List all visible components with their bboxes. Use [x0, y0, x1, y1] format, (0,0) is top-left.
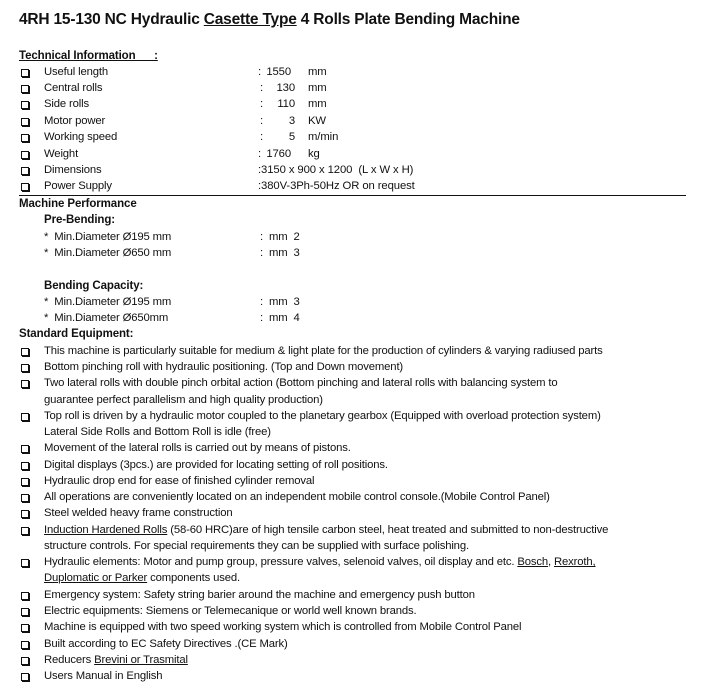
checkbox-icon: [21, 608, 29, 616]
bending-capacity-label: * Min.Diameter Ø650mm: [44, 312, 169, 324]
bending-capacity-value: : mm 3: [260, 296, 300, 308]
pre-bending-value: : mm 3: [260, 247, 300, 259]
brand-bosch: Bosch: [517, 556, 549, 568]
spec-unit: KW: [308, 115, 326, 127]
list-item: Hydraulic elements: Motor and pump group, pressure valves, selenoid valves, oil display and etc. Bosch, Rexroth,: [44, 556, 596, 568]
brand-duplomatic-parker: Duplomatic or Parker: [44, 572, 148, 584]
standard-equipment-heading: Standard Equipment:: [19, 328, 134, 340]
checkbox-icon: [21, 364, 29, 372]
spec-value: : 3: [260, 115, 296, 127]
spec-label: Working speed: [44, 131, 118, 143]
page-title: [19, 11, 520, 29]
brand-brevini-trasmital: Brevini or Trasmital: [94, 654, 188, 666]
spec-label: Central rolls: [44, 82, 103, 94]
checkbox-icon: [21, 462, 29, 470]
spec-value: : 110: [260, 98, 296, 110]
checkbox-icon: [21, 134, 29, 142]
bending-capacity-heading: Bending Capacity:: [44, 280, 144, 292]
induction-rolls-link: Induction Hardened Rolls: [44, 524, 168, 536]
list-item: Top roll is driven by a hydraulic motor coupled to the planetary gearbox (Equipped with overload protection system): [44, 410, 601, 422]
spec-label: Weight: [44, 148, 79, 160]
title-text: 4RH 15-130 NC Hydraulic: [19, 11, 204, 28]
list-item-continuation: Duplomatic or Parker components used.: [44, 572, 241, 584]
spec-value: :380V-3Ph-50Hz OR on request: [258, 180, 415, 192]
list-item: All operations are conveniently located on an independent mobile control console.(Mobile Control Panel): [44, 491, 550, 503]
checkbox-icon: [21, 657, 29, 665]
checkbox-icon: [21, 478, 29, 486]
checkbox-icon: [21, 673, 29, 681]
list-item: This machine is particularly suitable for medium & light plate for the production of cylinders & varying radiused parts: [44, 345, 603, 357]
spec-unit: kg: [308, 148, 320, 160]
checkbox-icon: [21, 85, 29, 93]
spec-value: : 1550: [258, 66, 292, 78]
checkbox-icon: [21, 445, 29, 453]
checkbox-icon: [21, 527, 29, 535]
list-item: Users Manual in English: [44, 670, 163, 682]
title-text-end: 4 Rolls Plate Bending Machine: [296, 11, 520, 28]
list-item: Electric equipments: Siemens or Telemecanique or world well known brands.: [44, 605, 417, 617]
pre-bending-label: * Min.Diameter Ø195 mm: [44, 231, 172, 243]
checkbox-icon: [21, 624, 29, 632]
spec-unit: mm: [308, 98, 327, 110]
pre-bending-heading: Pre-Bending:: [44, 214, 115, 226]
checkbox-icon: [21, 641, 29, 649]
spec-value: : 5: [260, 131, 296, 143]
spec-unit: mm: [308, 66, 327, 78]
spec-label: Motor power: [44, 115, 106, 127]
list-item: Machine is equipped with two speed working system which is controlled from Mobile Control Panel: [44, 621, 522, 633]
list-item-continuation: Lateral Side Rolls and Bottom Roll is idle (free): [44, 426, 271, 438]
list-item: Digital displays (3pcs.) are provided for locating setting of roll positions.: [44, 459, 388, 471]
list-item-continuation: structure controls. For special requirements they can be supplied with surface polishing.: [44, 540, 469, 552]
pre-bending-value: : mm 2: [260, 231, 300, 243]
list-item: Two lateral rolls with double pinch orbital action (Bottom pinching and lateral rolls with balancing system to: [44, 377, 558, 389]
spec-label: Power Supply: [44, 180, 112, 192]
performance-heading: Machine Performance: [19, 198, 137, 210]
list-item: Reducers Brevini or Trasmital: [44, 654, 188, 666]
checkbox-icon: [21, 380, 29, 388]
checkbox-icon: [21, 348, 29, 356]
pre-bending-label: * Min.Diameter Ø650 mm: [44, 247, 172, 259]
bending-capacity-label: * Min.Diameter Ø195 mm: [44, 296, 172, 308]
brand-rexroth: Rexroth,: [554, 556, 596, 568]
spec-unit: mm: [308, 82, 327, 94]
title-underlined-text: Casette Type: [203, 11, 297, 28]
checkbox-icon: [21, 167, 29, 175]
list-item: Emergency system: Safety string barier around the machine and emergency push button: [44, 589, 475, 601]
checkbox-icon: [21, 413, 29, 421]
list-item: Movement of the lateral rolls is carried out by means of pistons.: [44, 442, 351, 454]
list-item: Bottom pinching roll with hydraulic positioning. (Top and Down movement): [44, 361, 404, 373]
spec-label: Useful length: [44, 66, 108, 78]
checkbox-icon: [21, 118, 29, 126]
list-item: Hydraulic drop end for ease of finished cylinder removal: [44, 475, 315, 487]
spec-label: Dimensions: [44, 164, 102, 176]
checkbox-icon: [21, 494, 29, 502]
spec-value: : 1760: [258, 148, 292, 160]
spec-value: :3150 x 900 x 1200 (L x W x H): [258, 164, 414, 176]
list-item: Induction Hardened Rolls (58-60 HRC)are of high tensile carbon steel, heat treated and submitted to non-destructive: [44, 524, 609, 536]
checkbox-icon: [21, 101, 29, 109]
list-item: Steel welded heavy frame construction: [44, 507, 233, 519]
checkbox-icon: [21, 183, 29, 191]
list-item-continuation: guarantee perfect parallelism and high quality production): [44, 394, 323, 406]
checkbox-icon: [21, 592, 29, 600]
bending-capacity-value: : mm 4: [260, 312, 300, 324]
spec-value: : 130: [260, 82, 296, 94]
checkbox-icon: [21, 559, 29, 567]
spec-label: Side rolls: [44, 98, 89, 110]
checkbox-icon: [21, 510, 29, 518]
checkbox-icon: [21, 151, 29, 159]
technical-info-heading: Technical Information :: [19, 50, 158, 62]
checkbox-icon: [21, 69, 29, 77]
section-divider: [19, 195, 686, 196]
spec-unit: m/min: [308, 131, 339, 143]
list-item: Built according to EC Safety Directives .(CE Mark): [44, 638, 288, 650]
